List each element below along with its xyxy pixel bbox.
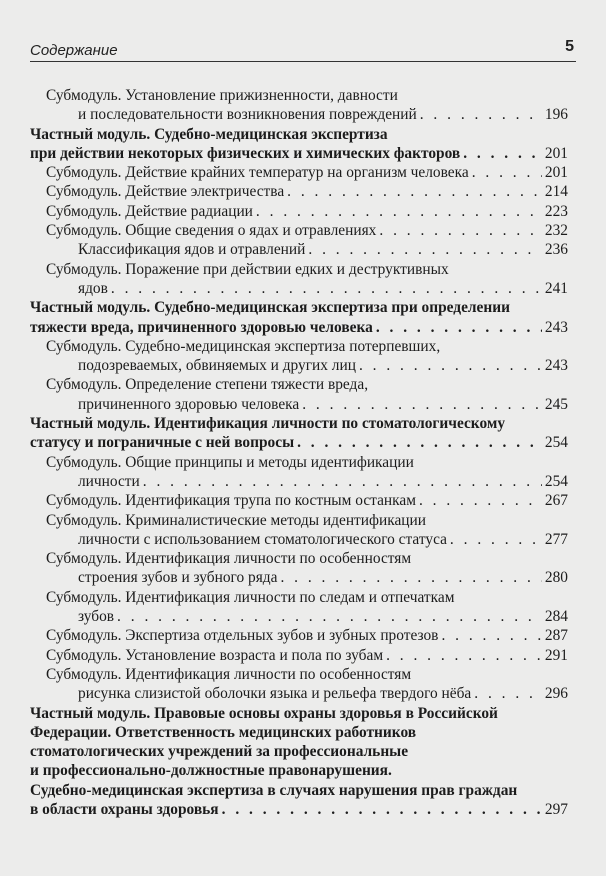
toc-entry-text: Субмодуль. Действие электричества — [46, 183, 285, 201]
toc-entry-text: Федерации. Ответственность медицинских работников — [30, 723, 417, 741]
toc-entry[interactable] — [30, 453, 568, 492]
toc-entry-text: Субмодуль. Идентификация трупа по костным останкам — [46, 492, 416, 510]
toc-entry-text: подозреваемых, обвиняемых и других лиц — [78, 357, 356, 375]
toc-entry[interactable] — [30, 298, 568, 337]
toc-entry-text: Субмодуль. Судебно-медицинская экспертиза потерпевших, — [46, 337, 441, 355]
toc-entry[interactable] — [30, 260, 568, 299]
toc-entry[interactable] — [30, 125, 568, 164]
dot-leader — [472, 163, 542, 182]
toc-entry[interactable] — [30, 163, 568, 182]
dot-leader — [302, 395, 542, 414]
toc-entry-text: Субмодуль. Действие радиации — [46, 202, 253, 220]
toc-entry[interactable] — [30, 646, 568, 665]
toc-entry[interactable] — [30, 511, 568, 550]
dot-leader — [420, 105, 542, 124]
dot-leader — [222, 800, 542, 819]
toc-entry-text: Частный модуль. Судебно-медицинская экспертиза при определении — [30, 299, 510, 317]
toc-entry-text: тяжести вреда, причиненного здоровью человека — [30, 318, 373, 336]
toc-entry-text: Классификация ядов и отравлений — [78, 241, 306, 259]
toc-entry-text: Субмодуль. Общие принципы и методы идентификации — [46, 453, 414, 471]
dot-leader — [419, 491, 542, 510]
toc-entry-text: и профессионально-должностные правонарушения. — [30, 762, 392, 780]
dot-leader — [379, 221, 542, 240]
dot-leader — [386, 646, 542, 665]
toc-page-number: 232 — [544, 222, 568, 240]
dot-leader — [359, 356, 542, 375]
page-number: 5 — [565, 38, 574, 55]
toc-entry-text: Субмодуль. Идентификация личности по особенностям — [46, 550, 412, 568]
toc-entry-text: личности — [78, 472, 140, 490]
toc-entry-text: Субмодуль. Установление прижизненности, давности — [46, 87, 398, 104]
toc-entry[interactable] — [30, 588, 568, 627]
toc-entry[interactable] — [30, 665, 568, 704]
dot-leader — [463, 144, 542, 163]
toc-entry-text: Субмодуль. Идентификация личности по следам и отпечаткам — [46, 588, 455, 606]
header-rule — [30, 61, 576, 62]
toc-page-number: 223 — [544, 202, 568, 220]
dot-leader — [143, 472, 542, 491]
toc-entry[interactable] — [30, 704, 568, 820]
toc-entry[interactable] — [30, 182, 568, 201]
toc-entry-text: Субмодуль. Поражение при действии едких и деструктивных — [46, 260, 449, 278]
toc-page-number: 241 — [544, 279, 568, 297]
toc-entry[interactable] — [30, 375, 568, 414]
toc-entry-text: ядов — [78, 279, 108, 297]
toc-entry-text: Судебно-медицинская экспертиза в случаях нарушения прав граждан — [30, 781, 518, 799]
dot-leader — [297, 433, 542, 452]
toc-page-number: 254 — [544, 472, 568, 490]
toc-entry-text: Субмодуль. Установление возраста и пола по зубам — [46, 646, 384, 664]
toc-entry[interactable] — [30, 221, 568, 240]
toc-entry-text: личности с использованием стоматологического статуса — [78, 530, 447, 548]
toc-entry-text: Частный модуль. Идентификация личности по стоматологическому — [30, 415, 506, 433]
dot-leader — [280, 568, 541, 587]
toc-page-number: 201 — [544, 164, 568, 182]
toc-page-number: 267 — [544, 492, 568, 510]
toc-entry[interactable] — [30, 491, 568, 510]
toc-entry-text: причиненного здоровью человека — [78, 395, 300, 413]
page-header — [30, 36, 576, 62]
toc-entry-text: Субмодуль. Общие сведения о ядах и отравлениях — [46, 222, 377, 240]
toc-page-number: 291 — [544, 646, 568, 664]
toc-entry-text: Субмодуль. Идентификация личности по особенностям — [46, 665, 412, 683]
toc-page-number: 287 — [544, 627, 568, 645]
dot-leader — [117, 607, 542, 626]
toc-entry-text: Частный модуль. Правовые основы охраны здоровья в Российской — [30, 704, 498, 722]
toc-page-number: 236 — [544, 241, 568, 259]
toc-page-number: 297 — [544, 800, 568, 818]
toc-entry[interactable] — [30, 240, 568, 259]
toc-entry-text: при действии некоторых физических и химических факторов — [30, 144, 461, 162]
dot-leader — [287, 182, 542, 201]
toc-entry-text: Субмодуль. Экспертиза отдельных зубов и зубных протезов — [46, 627, 439, 645]
toc-page-number: 277 — [544, 530, 568, 548]
toc-entry-text: стоматологических учреждений за профессиональные — [30, 743, 409, 761]
dot-leader — [441, 626, 541, 645]
toc-entry-text: статусу и пограничные с ней вопросы — [30, 434, 295, 452]
toc-entry-text: Частный модуль. Судебно-медицинская экспертиза — [30, 125, 388, 143]
toc-entry[interactable] — [30, 549, 568, 588]
toc-entry-text: в области охраны здоровья — [30, 800, 219, 818]
toc-entry-text: рисунка слизистой оболочки языка и рельефа твердого нёба — [78, 685, 472, 703]
toc-page-number: 201 — [544, 144, 568, 162]
toc-page-number: 214 — [544, 183, 568, 201]
toc-entry[interactable] — [30, 202, 568, 221]
toc-page-number: 245 — [544, 395, 568, 413]
toc-page-number: 243 — [544, 357, 568, 375]
toc-page-number: 243 — [544, 318, 568, 336]
toc-entry-text: и последовательности возникновения повреждений — [78, 106, 417, 124]
toc-page-number: 296 — [544, 685, 568, 703]
toc-entry[interactable] — [30, 337, 568, 376]
toc-entry-text: Субмодуль. Действие крайних температур на организм человека — [46, 164, 469, 182]
dot-leader — [376, 318, 542, 337]
toc-entry[interactable] — [30, 626, 568, 645]
table-of-contents — [30, 86, 568, 819]
dot-leader — [256, 202, 542, 221]
running-title: Содержание — [30, 42, 118, 59]
toc-entry-text: строения зубов и зубного ряда — [78, 569, 278, 587]
toc-page-number: 284 — [544, 608, 568, 626]
toc-entry-text: зубов — [78, 608, 115, 626]
toc-page-number: 254 — [544, 434, 568, 452]
dot-leader — [111, 279, 542, 298]
toc-entry-text: Субмодуль. Определение степени тяжести вреда, — [46, 376, 369, 394]
toc-page-number: 280 — [544, 569, 568, 587]
toc-entry[interactable] — [30, 86, 568, 125]
dot-leader — [450, 530, 542, 549]
toc-entry-text: Субмодуль. Криминалистические методы идентификации — [46, 511, 427, 529]
toc-page-number: 196 — [544, 106, 568, 124]
dot-leader — [308, 240, 542, 259]
dot-leader — [474, 684, 542, 703]
toc-entry[interactable] — [30, 414, 568, 453]
